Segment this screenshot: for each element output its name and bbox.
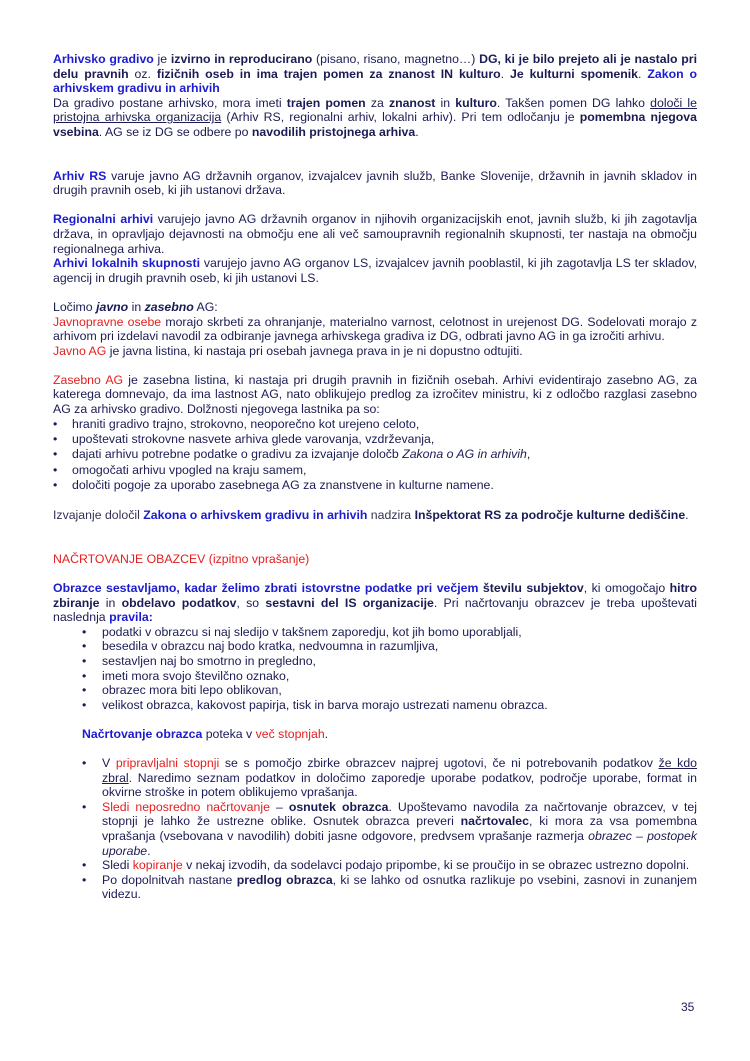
text: . (500, 66, 510, 81)
text: . Takšen pomen DG lahko (496, 95, 651, 110)
text: Po dopolnitvah nastane (102, 872, 237, 887)
text: je zasebna listina, ki nastaja pri drugih pravnih in fizičnih osebah. Arhivi evidentirajo zasebno AG, za katerega domnevajo, da ima lastnost AG, nato oblikujejo predlog za izročitev ministru, ki z odločbo razglasi zasebno AG za arhivsko gradivo. Dolžnosti njegovega lastnika pa so: (53, 372, 697, 417)
text: pripravljalni stopnji (115, 756, 220, 771)
text: osnutek obrazca (288, 799, 389, 814)
text: predlog obrazca (236, 872, 333, 887)
spacer (53, 566, 697, 581)
text: več stopnjah (255, 726, 325, 741)
text: Sledi neposredno načrtovanje (102, 799, 270, 814)
text: hitro zbiranje (53, 580, 697, 610)
text: in (99, 595, 122, 610)
list-item: • velikost obrazca, kakovost papirja, tisk in barva morajo ustrezati namenu obrazca. (82, 698, 697, 713)
paragraph-locimo (53, 300, 697, 315)
text: nadzira (367, 508, 415, 523)
text: Zakona o AG in arhivih (402, 447, 527, 462)
text: AG: (193, 299, 218, 314)
underlined-text: že kdo zbral (102, 756, 697, 785)
text: . (415, 124, 419, 139)
term: Regionalni arhivi (53, 212, 154, 227)
paragraph-arhivi-lokalnih-skupnosti (53, 256, 697, 285)
text: , ki omogočajo (583, 580, 670, 595)
text: . (324, 726, 329, 741)
spacer (53, 140, 697, 169)
text: varujejo javno AG organov LS, izvajalcev javnih pooblastil, ki jih zagotavlja LS ter skladov, agencij in drugih pravnih oseb, ki jih ustanovi LS. (53, 256, 698, 285)
paragraph-arhivsko-gradivo (53, 52, 697, 96)
paragraph-zasebno-ag (53, 373, 697, 417)
text: DG, ki je bilo prejeto ali je nastalo pri delu pravnih (53, 52, 698, 81)
text: , ki se lahko od osnutka razlikuje po vsebini, zasnovi in zunanjem videzu. (102, 872, 697, 902)
text: v nekaj izvodih, da sodelavci podajo pripombe, ki se proučijo in se obrazec ustrezno dopolni. (182, 858, 690, 873)
text: javno (96, 299, 129, 314)
list-item (53, 447, 697, 462)
text: , (526, 447, 531, 462)
list-item: • upoštevati strokovne nasvete arhiva glede varovanja, vzdrževanja, (53, 432, 697, 447)
paragraph-obrazce (53, 581, 697, 625)
term: Arhivi lokalnih skupnosti (53, 256, 201, 271)
text: načrtovalec (460, 814, 529, 829)
text: V (102, 756, 116, 771)
list-item: • hraniti gradivo trajno, strokovno, neoporečno kot urejeno celoto, (53, 417, 697, 432)
text: morajo skrbeti za ohranjanje, materialno varnost, celotnost in urejenost DG. Sodelovati morajo z arhivom pri izdelavi navodil za odbiranje javnega arhivskega gradiva iz DG, odbrati javno AG in ga izročiti arhivu. (53, 314, 697, 344)
term: Zasebno AG (53, 372, 124, 387)
text: . Pri načrtovanju obrazcev je treba upoštevati naslednja (53, 595, 698, 625)
text: in (128, 299, 145, 314)
list-item: • obrazec mora biti lepo oblikovan, (82, 683, 697, 698)
spacer (53, 494, 697, 509)
law-title: Zakon o arhivskem gradivu in arhivih (53, 66, 698, 96)
rules-list (53, 625, 697, 713)
list-item: • sestavljen naj bo smotrno in pregledno, (82, 654, 697, 669)
list-item: • določiti pogoje za uporabo zasebnega AG za znanstvene in kulturne namene. (53, 478, 697, 493)
text: Inšpektorat RS za področje kulturne dediščine (414, 508, 686, 523)
text: številu subjektov (482, 580, 584, 595)
text: kopiranje (132, 858, 183, 873)
text: dajati arhivu potrebne podatke o gradivu za izvajanje določb (72, 447, 403, 462)
text: Sledi (102, 858, 133, 873)
section-heading: NAČRTOVANJE OBAZCEV (izpitno vprašanje) (53, 551, 310, 566)
spacer (53, 712, 697, 727)
term: Javnopravne osebe (53, 314, 162, 329)
list-item: • imeti mora svojo številčno oznako, (82, 669, 697, 684)
term: Arhivsko gradivo (53, 52, 154, 66)
text: sestavni del IS organizacije (265, 595, 434, 610)
spacer (53, 358, 697, 373)
text: kulturo (455, 95, 497, 110)
text: navodilih pristojnega arhiva (251, 124, 416, 139)
paragraph-nacrtovanje-obrazca (53, 727, 697, 742)
text: , so (236, 595, 266, 610)
text: . (147, 843, 151, 858)
paragraph-arhiv-rs (53, 169, 697, 198)
paragraph-izvajanje (53, 508, 697, 523)
duties-list (53, 417, 697, 493)
text: obrazec – postopek uporabe (102, 829, 698, 858)
text: trajen pomen (286, 95, 366, 110)
text: varuje javno AG državnih organov, izvajalcev javnih služb, Banke Slovenije, državnih in javnih skladov in drugih pravnih oseb, ki jih ustanovi država. (53, 168, 697, 198)
text: Izvajanje določil (53, 508, 144, 523)
list-item: • podatki v obrazcu si naj sledijo v takšnem zaporedju, kot jih bomo uporabljali, (82, 625, 697, 640)
text: poteka v (202, 726, 256, 741)
spacer (53, 198, 697, 213)
text: Obrazce sestavljamo, kadar želimo zbrati istovrstne podatke pri večjem (53, 580, 479, 595)
text: znanost (388, 95, 436, 110)
list-item (82, 756, 697, 800)
term: Javno AG (53, 343, 107, 358)
text: varujejo javno AG državnih organov in njihovih organizacijskih enot, javnih služb, ki jih zagotavlja država, in opravljajo dejavnosti na območju ene ali več samoupravnih regionalnih skupnosti, ter nastaja na območju regionalnega arhiva. (53, 212, 697, 256)
text: pravila: (109, 610, 153, 625)
list-item (82, 858, 697, 873)
text: se s pomočjo zbirke obrazcev najprej ugotovi, če ni potrebovanih podatkov (219, 756, 659, 771)
paragraph-javno-ag (53, 344, 697, 359)
list-item: • omogočati arhivu vpogled na kraju samem, (53, 463, 697, 478)
text: izvirno in reproducirano (170, 52, 313, 66)
underlined-text: določi le pristojna arhivska organizacija (53, 95, 697, 125)
text: . (685, 508, 689, 523)
text: (pisano, risano, magnetno…) (312, 52, 480, 66)
text: in (435, 95, 456, 110)
paragraph-javnopravne-osebe (53, 315, 697, 344)
page-number: 35 (681, 1000, 695, 1014)
document-page (53, 52, 697, 902)
text: za (365, 95, 389, 110)
text: pomembna njegova vsebina (53, 110, 697, 139)
text: , ki mora za vsa pomembna vprašanja (vsebovana v navodilih) dobiti jasne odgovore, predvsem vprašanje razmerja (102, 814, 697, 844)
paragraph-regionalni-arhivi (53, 212, 697, 256)
text: Ločimo (53, 299, 97, 314)
text: obdelavo podatkov (121, 595, 237, 610)
text: . Naredimo seznam podatkov in določimo zaporedje uporabe podatkov, področje uporabe, format in okvirne stroške in potem oblikujemo vprašanja. (102, 770, 697, 800)
list-item (82, 873, 697, 902)
term: Načrtovanje obrazca (82, 726, 203, 741)
text: Je kulturni spomenik (509, 66, 639, 81)
text: fizičnih oseb in ima trajen pomen za znanost IN kulturo (156, 66, 501, 81)
text: oz. (128, 66, 157, 81)
text: (Arhiv RS, regionalni arhiv, lokalni arhiv). Pri tem odločanju je (221, 110, 580, 125)
paragraph-trajen-pomen (53, 96, 697, 140)
stages-list (53, 756, 697, 902)
spacer (53, 742, 697, 757)
text: – (269, 799, 289, 814)
text: . (638, 66, 648, 81)
text: Da gradivo postane arhivsko, mora imeti (53, 95, 287, 110)
list-item: • besedila v obrazcu naj bodo kratka, nedvoumna in razumljiva, (82, 639, 697, 654)
text: zasebno (144, 299, 194, 314)
text: . Upoštevamo navodila za načrtovanje obrazcev, v tej stopnji je lahko že ustrezne oblike. Osnutek obrazca preveri (102, 799, 697, 829)
term: Arhiv RS (53, 168, 107, 183)
list-item (82, 800, 697, 858)
law-title: Zakona o arhivskem gradivu in arhivih (143, 508, 368, 523)
text: je javna listina, ki nastaja pri osebah javnega prava in je ni dopustno odtujiti. (106, 343, 523, 358)
spacer (53, 285, 697, 300)
spacer (53, 523, 697, 552)
text: . AG se iz DG se odbere po (98, 124, 252, 139)
text: je (153, 52, 171, 66)
